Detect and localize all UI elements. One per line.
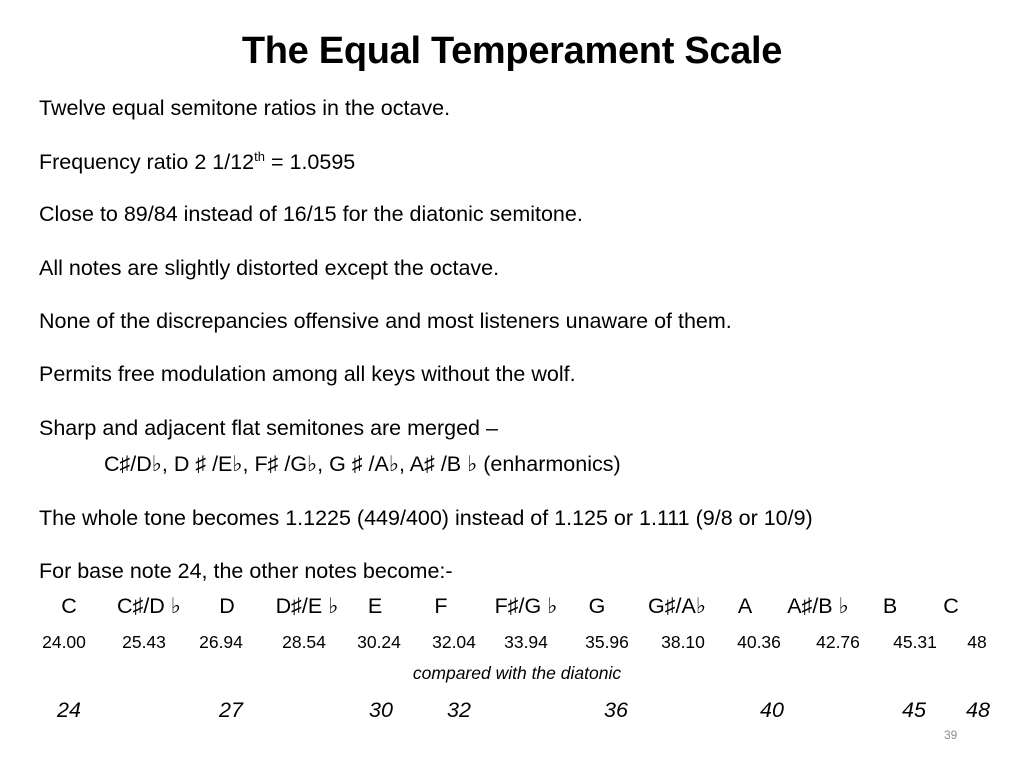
- note-names-row: [0, 594, 1024, 624]
- note-name: C: [943, 594, 959, 618]
- point-base-note: For base note 24, the other notes become:-: [39, 559, 453, 583]
- point-close-to-ratio: Close to 89/84 instead of 16/15 for the diatonic semitone.: [39, 202, 583, 226]
- diatonic-value: 30: [369, 698, 393, 722]
- point-whole-tone: The whole tone becomes 1.1225 (449/400) instead of 1.125 or 1.111 (9/8 or 10/9): [39, 506, 813, 530]
- note-name: C: [61, 594, 77, 618]
- point-twelve-semitones: Twelve equal semitone ratios in the octave.: [39, 96, 451, 120]
- frequency-ratio-value: = 1.0595: [264, 150, 356, 174]
- note-frequency: 30.24: [357, 632, 401, 652]
- note-name: G: [588, 594, 606, 618]
- diatonic-values-row: [0, 698, 1024, 726]
- note-name: G♯/A♭: [648, 594, 706, 618]
- note-frequency: 28.54: [282, 632, 326, 652]
- diatonic-value: 45: [902, 698, 926, 722]
- note-name: D♯/E ♭: [275, 594, 339, 618]
- frequencies-row: [0, 632, 1024, 656]
- note-name: F♯/G ♭: [494, 594, 558, 618]
- note-frequency: 42.76: [816, 632, 860, 652]
- diatonic-value: 40: [760, 698, 784, 722]
- point-semitones-merged: Sharp and adjacent flat semitones are merged –: [39, 416, 498, 440]
- note-frequency: 38.10: [661, 632, 705, 652]
- diatonic-value: 48: [966, 698, 990, 722]
- diatonic-value: 32: [447, 698, 471, 722]
- enharmonics-line: C♯/D♭, D ♯ /E♭, F♯ /G♭, G ♯ /A♭, A♯ /B ♭ (enharmonics): [104, 452, 621, 476]
- note-frequency: 33.94: [504, 632, 548, 652]
- point-notes-distorted: All notes are slightly distorted except the octave.: [39, 256, 500, 280]
- frequency-ratio-superscript: th: [254, 149, 265, 164]
- note-frequency: 24.00: [42, 632, 86, 652]
- note-name: A♯/B ♭: [787, 594, 849, 618]
- note-name: B: [882, 594, 898, 618]
- point-discrepancies: None of the discrepancies offensive and most listeners unaware of them.: [39, 309, 732, 333]
- note-name: F: [434, 594, 448, 618]
- note-frequency: 26.94: [199, 632, 243, 652]
- point-free-modulation: Permits free modulation among all keys without the wolf.: [39, 362, 576, 386]
- note-frequency: 32.04: [432, 632, 476, 652]
- note-frequency: 40.36: [737, 632, 781, 652]
- note-name: D: [219, 594, 235, 618]
- note-name: A: [737, 594, 753, 618]
- note-name: E: [367, 594, 383, 618]
- diatonic-value: 27: [219, 698, 243, 722]
- point-frequency-ratio: [39, 149, 355, 175]
- note-frequency: 45.31: [893, 632, 937, 652]
- frequency-ratio-text: Frequency ratio 2 1/12: [39, 150, 255, 174]
- diatonic-value: 24: [57, 698, 81, 722]
- note-name: C♯/D ♭: [117, 594, 181, 618]
- note-frequency: 25.43: [122, 632, 166, 652]
- slide-title: The Equal Temperament Scale: [241, 30, 783, 72]
- note-frequency: 48: [967, 632, 987, 652]
- compared-with-diatonic-label: compared with the diatonic: [412, 663, 622, 683]
- note-frequency: 35.96: [585, 632, 629, 652]
- slide-number: 39: [944, 728, 958, 742]
- diatonic-value: 36: [604, 698, 628, 722]
